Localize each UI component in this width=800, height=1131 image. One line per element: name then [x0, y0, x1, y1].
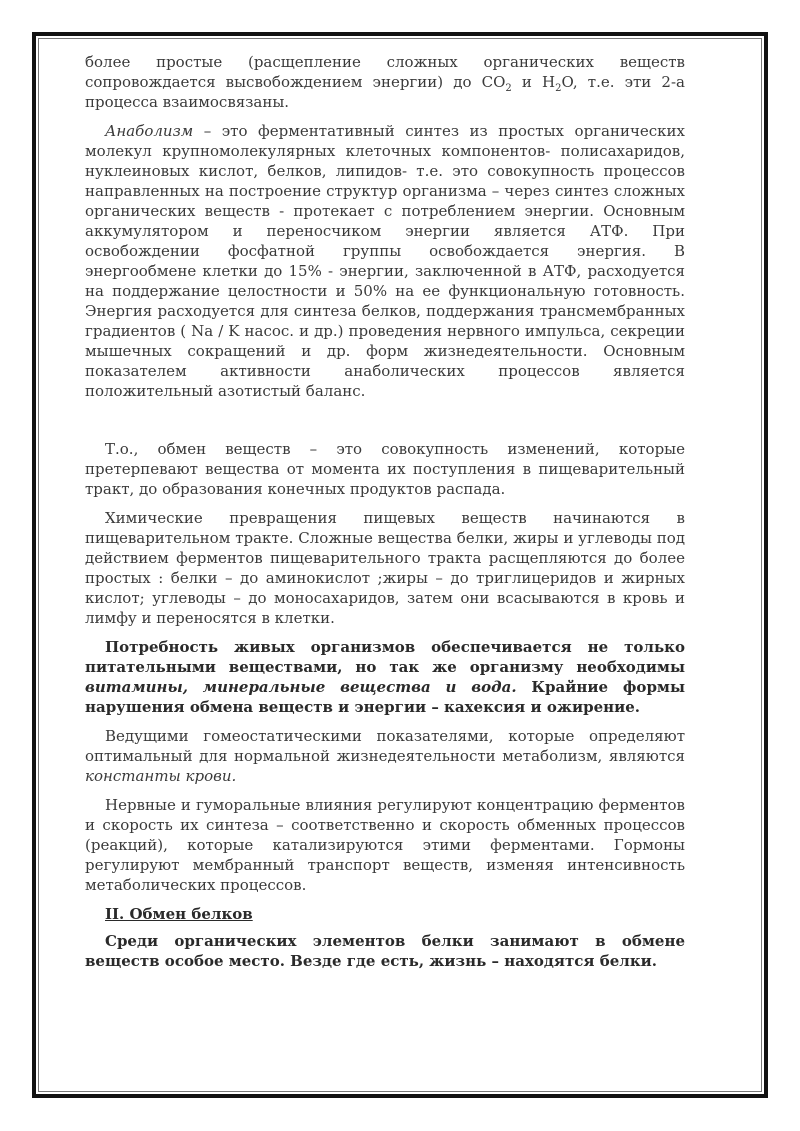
paragraph-metabolism-definition — [85, 439, 685, 499]
paragraph-regulation — [85, 795, 685, 895]
paragraph-text: Потребность живых организмов обеспечивается не только питательными веществами, но так же организму необходимы — [85, 638, 685, 676]
paragraph-text: Ведущими гомеостатическими показателями, которые определяют оптимальный для нормальной жизнедеятельности метаболизм, являются — [85, 727, 685, 765]
paragraph-text: и H — [511, 73, 556, 91]
paragraph-continuation — [85, 52, 685, 112]
subscript: 2 — [555, 83, 562, 94]
section-heading: II. Обмен белков — [105, 905, 253, 923]
document-body — [85, 52, 685, 980]
subscript: 2 — [505, 83, 512, 94]
paragraph-text: Крайние формы нарушения обмена веществ и энергии – кахексия и ожирение. — [85, 678, 685, 716]
paragraph-digestion — [85, 508, 685, 628]
paragraph-text: Химические превращения пищевых веществ начинаются в пищеварительном тракте. Сложные вещества белки, жиры и углеводы под действием ферментов пищеварительного тракта расщепляются до более простых : белки – до аминокислот ;жиры – до триглицеридов и жирных кислот; углеводы – до моносахаридов, затем они всасываются в кровь и лимфу и переносятся в клетки. — [85, 509, 685, 627]
paragraph-proteins — [85, 931, 685, 971]
paragraph-text: Т.о., обмен веществ – это совокупность изменений, которые претерпевают вещества от момента их поступления в пищеварительный тракт, до образования конечных продуктов распада. — [85, 440, 685, 498]
paragraph-text: Нервные и гуморальные влияния регулируют концентрацию ферментов и скорость их синтеза – соответственно и скорость обменных процессов (реакций), которые катализируются этими ферментами. Гормоны регулируют мембранный транспорт веществ, изменяя интенсивность метаболических процессов. — [85, 796, 685, 894]
emphasis-blood-constants: константы крови. — [85, 767, 237, 785]
paragraph-text: – это ферментативный синтез из простых органических молекул крупномолекулярных клеточных компонентов- полисахаридов, нуклеиновых кислот, белков, липидов- т.е. это совокупность процессов направленных на построение структур организма – через синтез сложных органических веществ - протекает с потреблением энергии. Основным аккумулятором и переносчиком энергии является АТФ. При освобождении фосфатной группы освобождается энергия. В энергообмене клетки до 15% - энергии, заключенной в АТФ, расходуется на поддержание целостности и 50% на ее функциональную готовность. Энергия расходуется для синтеза белков, поддержания трансмембранных градиентов ( Na / K насос. и др.) проведения нервного импульса, секреции мышечных сокращений и др. форм жизнедеятельности. Основным показателем активности анаболических процессов является положительный азотистый баланс. — [85, 122, 685, 400]
paragraph-text: O, т.е. эти 2-а процесса взаимосвязаны. — [85, 73, 685, 111]
paragraph-needs — [85, 637, 685, 717]
paragraph-homeostasis — [85, 726, 685, 786]
emphasis-vitamins: витамины, минеральные вещества и вода. — [85, 678, 517, 696]
paragraph-text: более простые (расщепление сложных органических веществ сопровождается высвобождением энергии) до CO — [85, 53, 685, 91]
paragraph-text: Среди органических элементов белки занимают в обмене веществ особое место. Везде где есть, жизнь – находятся белки. — [85, 932, 685, 970]
term-anabolism: Анаболизм — [105, 122, 194, 140]
paragraph-anabolism — [85, 121, 685, 401]
